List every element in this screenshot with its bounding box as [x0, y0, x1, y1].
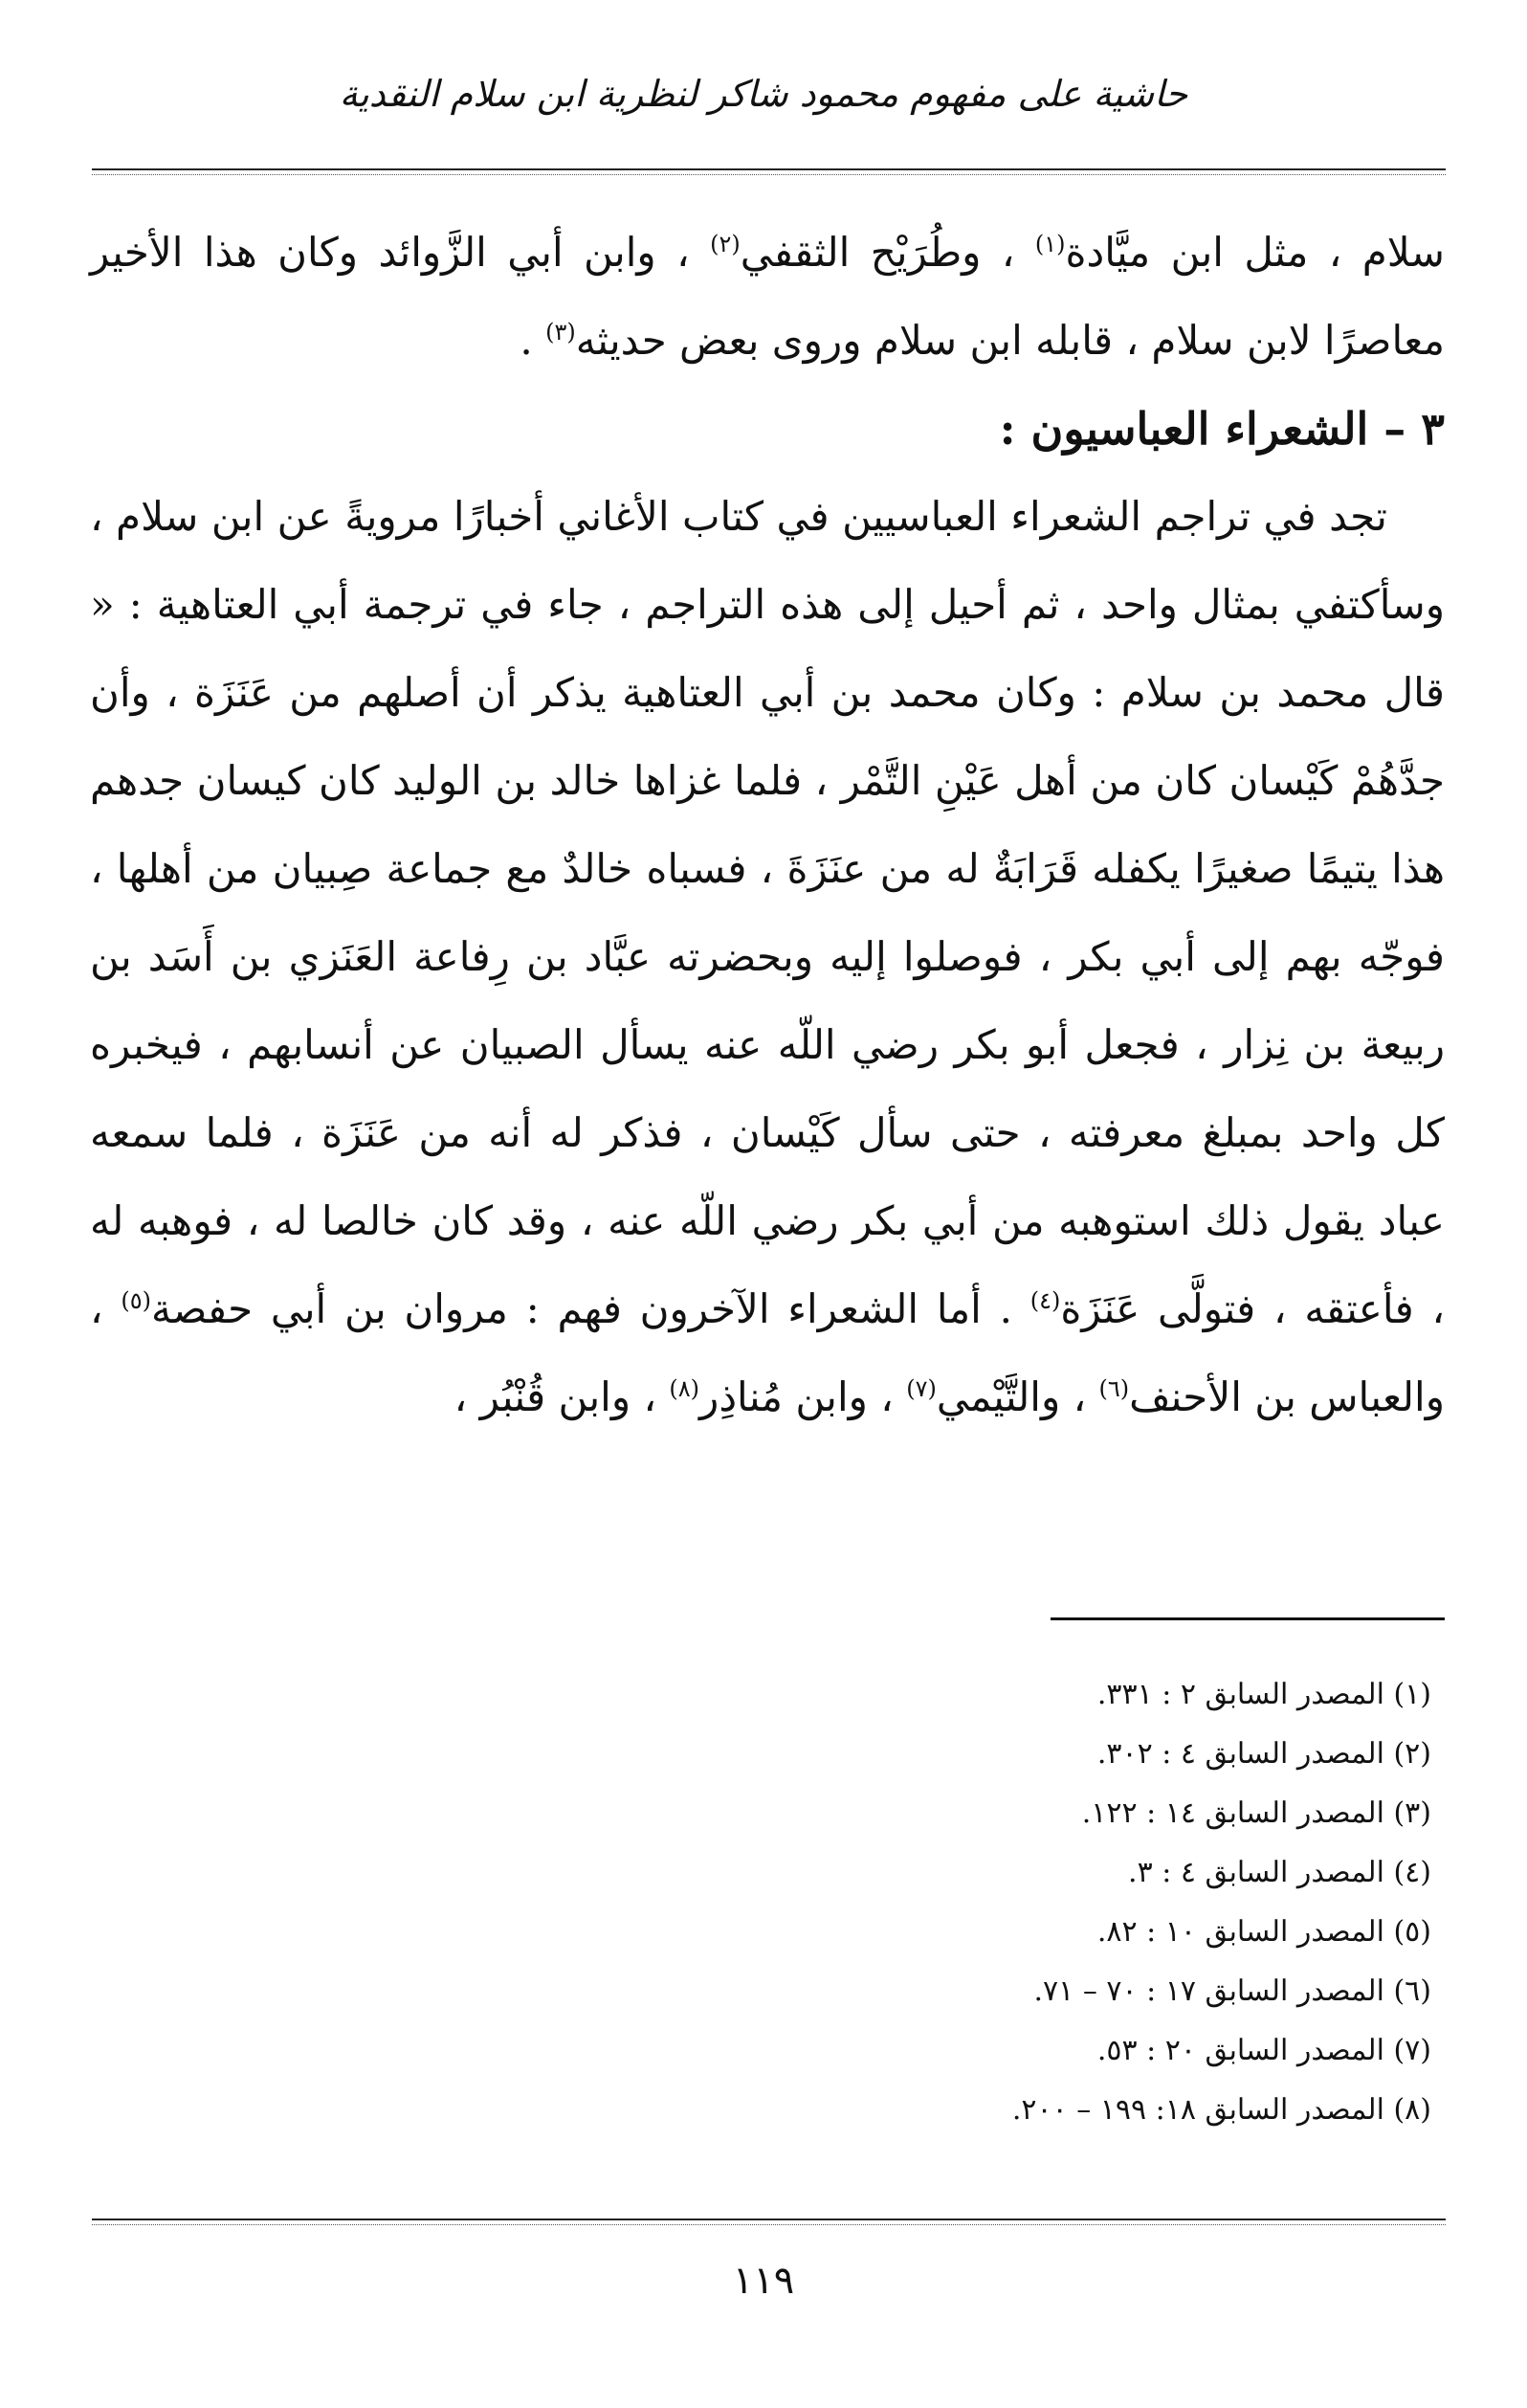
footnote-8: (٨) المصدر السابق ١٨: ١٩٩ – ٢٠٠.	[1011, 2093, 1431, 2127]
paragraph-abbasid-poets	[90, 473, 1445, 1441]
footnote-ref-8: (٨)	[669, 1375, 700, 1402]
text-segment: ، وابن قُنْبُر ،	[454, 1373, 670, 1420]
footnotes	[90, 1665, 1445, 2140]
footnote-5: (٥) المصدر السابق ١٠ : ٨٢.	[1096, 1915, 1431, 1949]
footnote-ref-5: (٥)	[121, 1287, 151, 1314]
running-header: حاشية على مفهوم محمود شاكر لنظرية ابن سلام النقدية	[339, 73, 1188, 115]
text-segment: تجد في تراجم الشعراء العباسيين في كتاب الأغاني أخبارًا مرويةً عن ابن سلام ، وسأكتفي بمثال واحد ، ثم أحيل إلى هذه التراجم ، جاء في ترجمة أبي العتاهية : « قال محمد بن سلام : وكان محمد بن أبي العتاهية يذكر أن أصلهم من عَنَزَة ، وأن جدَّهُمْ كَيْسان كان من أهل عَيْنِ التَّمْر ، فلما غزاها خالد بن الوليد كان كيسان جدهم هذا يتيمًا صغيرًا يكفله قَرَابَةٌ له من عنَزَةَ ، فسباه خالدٌ مع جماعة صِبيان من أهلها ، فوجّه بهم إلى أبي بكر ، فوصلوا إليه وبحضرته عبَّاد بن رِفاعة العَنَزي بن أَسَد بن ربيعة بن نِزار ، فجعل أبو بكر رضي اللّه عنه يسأل الصبيان عن أنسابهم ، فيخبره كل واحد بمبلغ معرفته ، حتى سأل كَيْسان ، فذكر له أنه من عَنَزَة ، فلما سمعه عباد يقول ذلك استوهبه من أبي بكر رضي اللّه عنه ، وقد كان خالصا له ، فوهبه له ، فأعتقه ، فتولَّى عَنَزَة	[90, 493, 1445, 1332]
text-segment: .	[520, 317, 546, 364]
body-text	[90, 209, 1445, 1441]
footnote-3: (٣) المصدر السابق ١٤ : ١٢٢.	[1081, 1796, 1431, 1830]
text-segment: . أما الشعراء الآخرون فهم : مروان بن أبي حفصة	[150, 1285, 1030, 1332]
footnote-2: (٢) المصدر السابق ٤ : ٣٠٢.	[1096, 1737, 1431, 1771]
text-segment: ، وابن مُناذِر	[699, 1373, 907, 1420]
text-segment: سلام ، مثل ابن ميَّادة	[1065, 229, 1445, 276]
paragraph-continuation	[90, 209, 1445, 385]
section-heading: ٣ – الشعراء العباسيون :	[999, 403, 1445, 455]
footnote-ref-1: (١)	[1034, 231, 1066, 257]
text-segment: ، وابن أبي الزَّوائد وكان هذا الأخير معاصرًا لابن سلام ، قابله ابن سلام وروى بعض حديثه	[90, 229, 1445, 364]
text-segment: ، والعباس بن الأحنف	[90, 1285, 1445, 1420]
footnote-ref-3: (٣)	[545, 319, 576, 346]
footnote-7: (٧) المصدر السابق ٢٠ : ٥٣.	[1096, 2034, 1431, 2067]
footnote-separator	[1051, 1617, 1445, 1620]
footnote-ref-4: (٤)	[1029, 1287, 1061, 1314]
footnote-1: (١) المصدر السابق ٢ : ٣٣١.	[1096, 1678, 1431, 1711]
header-rule	[92, 168, 1446, 175]
text-segment: ، وطُرَيْح الثقفي	[740, 229, 1035, 276]
footnote-ref-2: (٢)	[710, 231, 741, 257]
text-segment: ، والتَّيْمي	[936, 1373, 1099, 1420]
page-number: ١١٩	[732, 2259, 795, 2303]
footnote-6: (٦) المصدر السابق ١٧ : ٧٠ – ٧١.	[1033, 1974, 1431, 2008]
footnote-ref-7: (٧)	[906, 1375, 937, 1402]
footnote-ref-6: (٦)	[1098, 1375, 1130, 1402]
footnote-4: (٤) المصدر السابق ٤ : ٣.	[1128, 1856, 1431, 1889]
footer-rule	[92, 2218, 1446, 2225]
